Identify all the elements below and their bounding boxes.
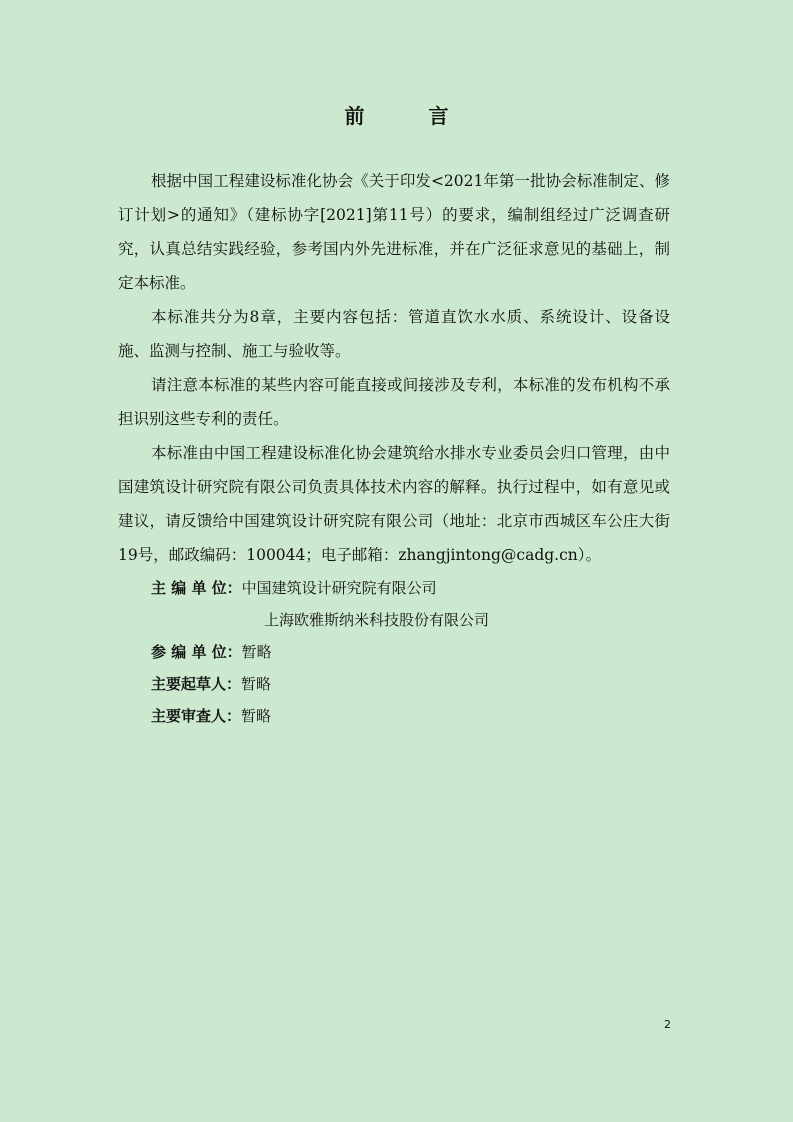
chief-editor-unit-1: 中国建筑设计研究院有限公司 [241, 579, 437, 597]
preface-body [118, 164, 670, 732]
reviewers-label: 主要审查人： [151, 707, 242, 725]
paragraph-patent-notice: 请注意本标准的某些内容可能直接或间接涉及专利，本标准的发布机构不承担识别这些专利的责任。 [118, 376, 670, 428]
paragraph-contents: 本标准共分为8章，主要内容包括：管道直饮水水质、系统设计、设备设施、监测与控制、施工与验收等。 [118, 308, 670, 360]
chief-editor-label: 主 编 单 位： [151, 579, 242, 597]
paragraph-administration: 本标准由中国工程建设标准化协会建筑给水排水专业委员会归口管理，由中国建筑设计研究院有限公司负责具体技术内容的解释。执行过程中，如有意见或建议，请反馈给中国建筑设计研究院有限公司（地址：北京市西城区车公庄大街19号，邮政编码：100044；电子邮箱：zhangjintong@cadg.cn）。 [118, 444, 670, 564]
chief-editor-line-2 [118, 604, 670, 636]
participant-value: 暂略 [241, 643, 272, 661]
page-title: 前 言 [344, 104, 471, 128]
page-number: 2 [664, 1018, 671, 1031]
participant-line [118, 636, 670, 668]
chief-editor-unit-2: 上海欧雅斯纳米科技股份有限公司 [264, 611, 490, 629]
chief-editor-line [118, 572, 670, 604]
paragraph-basis: 根据中国工程建设标准化协会《关于印发<2021年第一批协会标准制定、修订计划>的通知》（建标协字[2021]第11号）的要求，编制组经过广泛调查研究，认真总结实践经验，参考国内外先进标准，并在广泛征求意见的基础上，制定本标准。 [118, 172, 670, 292]
drafters-label: 主要起草人： [151, 675, 242, 693]
participant-label: 参 编 单 位： [151, 643, 242, 661]
reviewers-value: 暂略 [241, 707, 272, 725]
drafters-value: 暂略 [241, 675, 272, 693]
reviewers-line [118, 700, 670, 732]
drafters-line [118, 668, 670, 700]
